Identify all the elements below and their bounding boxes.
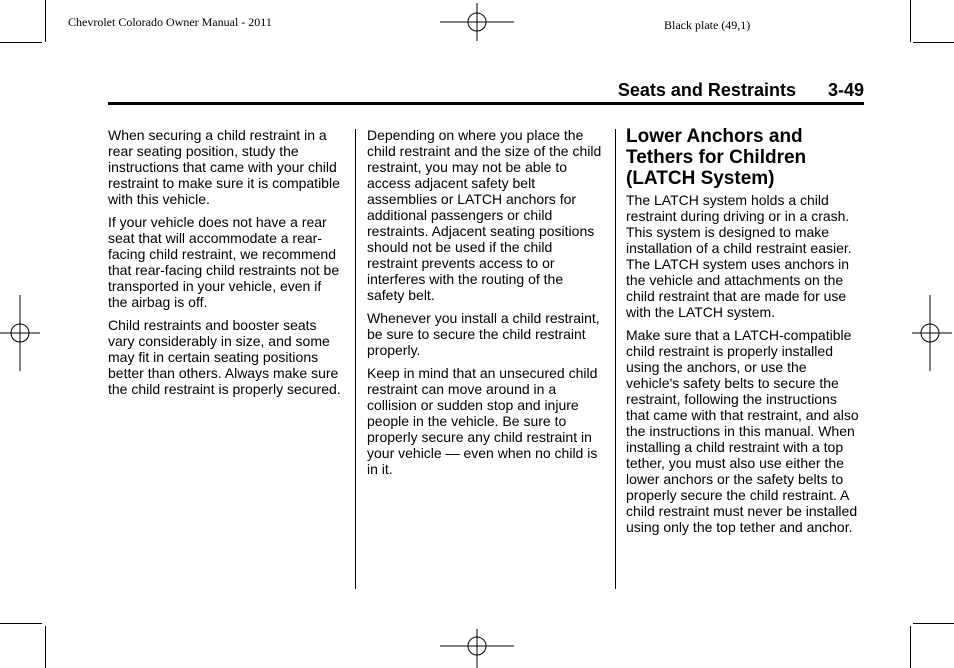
registration-mark-bottom-icon (440, 626, 514, 668)
subsection-heading: Lower Anchors and Tethers for Children (LATCH System) (626, 126, 807, 189)
paragraph: If your vehicle does not have a rear seat that will accommodate a rear-facing child restraint, we recommend that rear-facing child restraints not be transported in your vehicle, even if the airbag is off. (108, 214, 340, 310)
crop-mark (910, 0, 911, 42)
crop-mark (45, 0, 46, 42)
column-2 (367, 127, 603, 484)
section-title: Seats and Restraints (617, 80, 796, 100)
crop-mark (0, 42, 42, 43)
paragraph: When securing a child restraint in a rear seating position, study the instructions that came with your child restraint to make sure it is compatible with this vehicle. (108, 127, 340, 207)
column-3 (626, 127, 862, 542)
registration-mark-right-icon (912, 295, 952, 371)
crop-mark (913, 623, 954, 624)
crop-mark (910, 626, 911, 668)
section-header (108, 80, 864, 105)
page-number: 3-49 (827, 80, 864, 100)
paragraph: Child restraints and booster seats vary considerably in size, and some may fit in certain seating positions better than others. Always make sure the child restraint is properly secured. (108, 317, 341, 397)
paragraph: Depending on where you place the child restraint and the size of the child restraint, you may not be able to access adjacent safety belt assemblies or LATCH anchors for additional passengers or child restraints. Adjacent seating positions should not be used if the child restraint prevents access to or interferes with the routing of the safety belt. (367, 127, 602, 303)
registration-mark-left-icon (0, 295, 40, 371)
manual-title: Chevrolet Colorado Owner Manual - 2011 (68, 15, 272, 29)
crop-mark (0, 623, 42, 624)
column-divider (355, 129, 356, 589)
column-divider (615, 129, 616, 589)
column-1 (108, 127, 344, 404)
registration-mark-top-icon (440, 3, 514, 43)
crop-mark (913, 42, 954, 43)
crop-mark (45, 626, 46, 668)
paragraph: Make sure that a LATCH-compatible child restraint is properly installed using the anchors, or use the vehicle's safety belts to secure the restraint, following the instructions that came with that restraint, and also the instructions in this manual. When installing a child restraint with a top tether, you must also use either the lower anchors or the safety belts to properly secure the child restraint. A child restraint must never be installed using only the top tether and anchor. (626, 327, 859, 535)
section-title-group (618, 80, 864, 101)
paragraph: The LATCH system holds a child restraint during driving or in a crash. This system is designed to make installation of a child restraint easier. The LATCH system uses anchors in the vehicle and attachments on the child restraint that are made for use with the LATCH system. (626, 192, 852, 320)
paragraph: Keep in mind that an unsecured child restraint can move around in a collision or sudden stop and injure people in the vehicle. Be sure to properly secure any child restraint in your vehicle — even when no child is in it. (367, 365, 598, 477)
paragraph: Whenever you install a child restraint, be sure to secure the child restraint properly. (367, 310, 600, 358)
plate-label: Black plate (49,1) (664, 18, 751, 32)
